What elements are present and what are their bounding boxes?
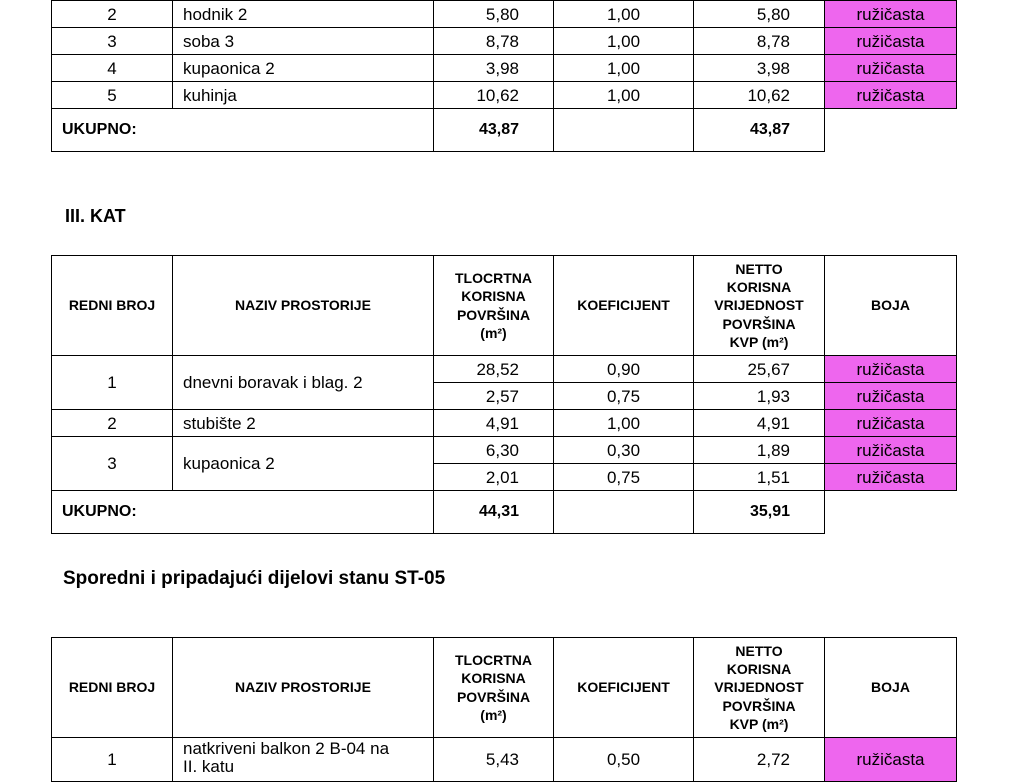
cell-no: 3 bbox=[52, 437, 173, 491]
cell-area: 8,78 bbox=[434, 28, 554, 55]
cell-coef: 0,50 bbox=[554, 738, 694, 782]
cell-no: 3 bbox=[52, 28, 173, 55]
total-coef-empty bbox=[554, 109, 694, 152]
header-boja: BOJA bbox=[825, 638, 957, 738]
cell-no: 2 bbox=[52, 410, 173, 437]
cell-coef: 1,00 bbox=[554, 1, 694, 28]
header-naziv: NAZIV PROSTORIJE bbox=[173, 256, 434, 356]
cell-color: ružičasta bbox=[825, 437, 957, 464]
cell-color: ružičasta bbox=[825, 410, 957, 437]
table-sporedni bbox=[51, 637, 957, 782]
cell-area: 4,91 bbox=[434, 410, 554, 437]
cell-color: ružičasta bbox=[825, 82, 957, 109]
cell-area: 10,62 bbox=[434, 82, 554, 109]
total-label: UKUPNO: bbox=[52, 491, 434, 534]
cell-name: hodnik 2 bbox=[173, 1, 434, 28]
total-label: UKUPNO: bbox=[52, 109, 434, 152]
table-row bbox=[52, 410, 957, 437]
cell-kvp: 1,89 bbox=[694, 437, 825, 464]
cell-color: ružičasta bbox=[825, 383, 957, 410]
table-row bbox=[52, 738, 957, 782]
cell-kvp: 4,91 bbox=[694, 410, 825, 437]
cell-coef: 0,75 bbox=[554, 383, 694, 410]
cell-coef: 1,00 bbox=[554, 55, 694, 82]
cell-area: 2,01 bbox=[434, 464, 554, 491]
cell-name: kupaonica 2 bbox=[173, 437, 434, 491]
cell-kvp: 8,78 bbox=[694, 28, 825, 55]
header-naziv: NAZIV PROSTORIJE bbox=[173, 638, 434, 738]
table-row bbox=[52, 437, 957, 464]
total-area: 43,87 bbox=[434, 109, 554, 152]
cell-no: 1 bbox=[52, 738, 173, 782]
header-koeficijent: KOEFICIJENT bbox=[554, 638, 694, 738]
cell-area: 28,52 bbox=[434, 356, 554, 383]
table-row bbox=[52, 82, 957, 109]
cell-coef: 0,90 bbox=[554, 356, 694, 383]
cell-color: ružičasta bbox=[825, 28, 957, 55]
table-row bbox=[52, 1, 957, 28]
cell-no: 4 bbox=[52, 55, 173, 82]
cell-area: 6,30 bbox=[434, 437, 554, 464]
section-title-kat: III. KAT bbox=[65, 206, 126, 226]
total-area: 44,31 bbox=[434, 491, 554, 534]
table-row bbox=[52, 356, 957, 383]
cell-kvp: 25,67 bbox=[694, 356, 825, 383]
cell-coef: 1,00 bbox=[554, 28, 694, 55]
cell-color: ružičasta bbox=[825, 464, 957, 491]
cell-color: ružičasta bbox=[825, 55, 957, 82]
total-coef-empty bbox=[554, 491, 694, 534]
cell-area: 5,43 bbox=[434, 738, 554, 782]
cell-name: kuhinja bbox=[173, 82, 434, 109]
header-redni-broj: REDNI BROJ bbox=[52, 256, 173, 356]
table-kat bbox=[51, 255, 957, 534]
header-boja: BOJA bbox=[825, 256, 957, 356]
cell-name: kupaonica 2 bbox=[173, 55, 434, 82]
header-redni-broj: REDNI BROJ bbox=[52, 638, 173, 738]
cell-coef: 0,75 bbox=[554, 464, 694, 491]
cell-area: 3,98 bbox=[434, 55, 554, 82]
header-tlocrtna: TLOCRTNA KORISNA POVRŠINA (m²) bbox=[434, 256, 554, 356]
table-header bbox=[52, 638, 957, 738]
header-tlocrtna: TLOCRTNA KORISNA POVRŠINA (m²) bbox=[434, 638, 554, 738]
table-row bbox=[52, 55, 957, 82]
cell-kvp: 1,51 bbox=[694, 464, 825, 491]
cell-area: 5,80 bbox=[434, 1, 554, 28]
cell-kvp: 10,62 bbox=[694, 82, 825, 109]
cell-coef: 1,00 bbox=[554, 410, 694, 437]
cell-name: soba 3 bbox=[173, 28, 434, 55]
cell-kvp: 5,80 bbox=[694, 1, 825, 28]
cell-name: dnevni boravak i blag. 2 bbox=[173, 356, 434, 410]
cell-kvp: 3,98 bbox=[694, 55, 825, 82]
cell-coef: 1,00 bbox=[554, 82, 694, 109]
header-netto: NETTO KORISNA VRIJEDNOST POVRŠINA KVP (m²) bbox=[694, 638, 825, 738]
cell-no: 1 bbox=[52, 356, 173, 410]
total-row bbox=[52, 109, 957, 152]
cell-coef: 0,30 bbox=[554, 437, 694, 464]
cell-no: 5 bbox=[52, 82, 173, 109]
cell-color: ružičasta bbox=[825, 356, 957, 383]
total-kvp: 35,91 bbox=[694, 491, 825, 534]
cell-no: 2 bbox=[52, 1, 173, 28]
cell-name: stubište 2 bbox=[173, 410, 434, 437]
cell-kvp: 2,72 bbox=[694, 738, 825, 782]
cell-area: 2,57 bbox=[434, 383, 554, 410]
section-title-sporedni: Sporedni i pripadajući dijelovi stanu ST-05 bbox=[63, 568, 446, 589]
cell-name: natkriveni balkon 2 B-04 na II. katu bbox=[173, 738, 434, 782]
cell-kvp: 1,93 bbox=[694, 383, 825, 410]
table-header bbox=[52, 256, 957, 356]
total-row bbox=[52, 491, 957, 534]
cell-color: ružičasta bbox=[825, 1, 957, 28]
header-netto: NETTO KORISNA VRIJEDNOST POVRŠINA KVP (m²) bbox=[694, 256, 825, 356]
header-koeficijent: KOEFICIJENT bbox=[554, 256, 694, 356]
cell-color: ružičasta bbox=[825, 738, 957, 782]
table-top bbox=[51, 0, 957, 152]
total-kvp: 43,87 bbox=[694, 109, 825, 152]
table-row bbox=[52, 28, 957, 55]
